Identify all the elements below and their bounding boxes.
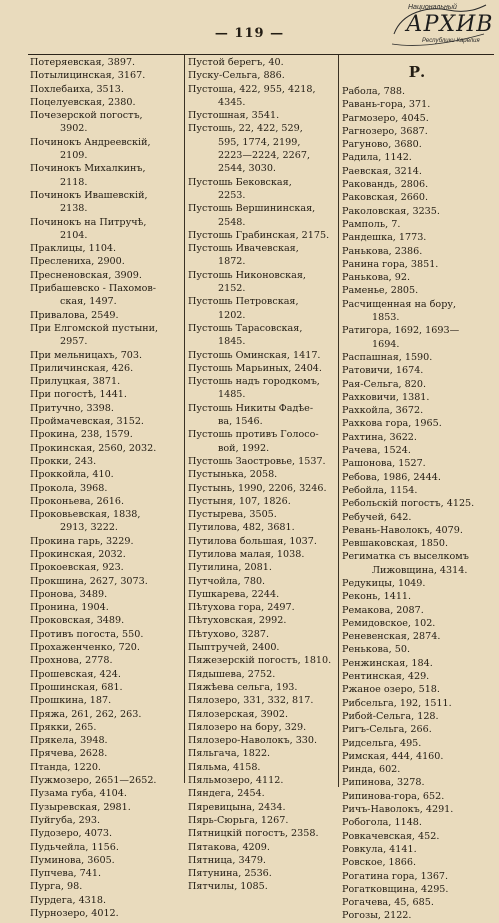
index-entry: Пяжезерскій погостъ, 1810. (188, 655, 332, 667)
index-entry: Пядышева, 2752. (188, 668, 276, 680)
index-entry: Ровское, 1866. (342, 857, 417, 869)
index-entry: Рибой-Сельга, 128. (342, 710, 439, 722)
index-entry: Прохаженченко, 720. (30, 642, 140, 654)
index-entry: Рахковичи, 1381. (342, 391, 430, 403)
index-entry: Прошинская, 681. (30, 681, 123, 693)
index-entry: Почезерской погостъ, (30, 110, 143, 122)
index-entry-continuation: 1845. (218, 336, 246, 348)
index-entry: Пустошь Заостровье, 1537. (188, 455, 326, 467)
index-entry-continuation: 4345. (218, 96, 246, 108)
index-entry: Пустошь надъ городкомъ, (188, 376, 320, 388)
index-entry: Ренькова, 50. (342, 644, 410, 656)
index-entry: Путилина, 2081. (188, 562, 272, 574)
index-entry: Пустошь Никоновская, (188, 269, 306, 281)
index-entry: Пятницкій погостъ, 2358. (188, 828, 319, 840)
index-entry: Пустошь Ивачевская, (188, 243, 299, 255)
index-entry: Пустошь Оминская, 1417. (188, 349, 321, 361)
index-entry: Ратовичи, 1674. (342, 365, 424, 377)
index-entry: Пуминова, 3605. (30, 854, 115, 866)
logo-bottom-text: Республики Карелия (422, 38, 480, 44)
index-entry: Поцелуевская, 2380. (30, 96, 136, 108)
index-entry: Прокинская, 2032. (30, 548, 126, 560)
index-entry: Ржаное озеро, 518. (342, 684, 440, 696)
index-entry: Рагуново, 3680. (342, 139, 422, 151)
index-entry-continuation: 2118. (60, 176, 88, 188)
index-entry: Рогатина гора, 1367. (342, 870, 449, 882)
index-entry-continuation: 1202. (218, 309, 246, 321)
index-entry: Починокъ Андреевскій, (30, 136, 151, 148)
index-entry: Пяжѣева сельга, 193. (188, 681, 298, 693)
index-entry-continuation: 2104. (60, 229, 88, 241)
index-entry: Рахкойла, 3672. (342, 405, 424, 417)
index-entry: Редукицы, 1049. (342, 577, 426, 589)
index-entry: Раевская, 3214. (342, 165, 422, 177)
index-entry: Пустошь Вершининская, (188, 203, 316, 215)
index-entry: Пятунина, 2536. (188, 868, 272, 880)
index-entry: Радила, 1142. (342, 152, 412, 164)
index-entry: Пурдега, 4318. (30, 894, 107, 906)
index-entry-continuation: вой, 1992. (218, 442, 270, 454)
index-entry: Прокоевская, 923. (30, 562, 124, 574)
index-entry: Ранькова, 2386. (342, 245, 423, 257)
index-entry: Пустоша, 422, 955, 4218, (188, 83, 316, 95)
index-entry: Пѣтухово, 3287. (188, 628, 270, 640)
index-entry: Проковьевская, 1838, (30, 509, 141, 521)
index-entry: Прячева, 2628. (30, 748, 108, 760)
index-entry: Пудьчейла, 1156. (30, 841, 119, 853)
index-entry: Пурга, 98. (30, 881, 83, 893)
index-entry: Раколовская, 3235. (342, 205, 440, 217)
index-entry: Проккойла, 410. (30, 469, 114, 481)
index-entry-continuation: Лижовщина, 4314. (372, 564, 468, 576)
index-entry: Расчищенная на бору, (342, 298, 457, 310)
index-entry: Ридсельга, 495. (342, 737, 422, 749)
index-entry: Пустынь, 1990, 2206, 3246. (188, 482, 327, 494)
index-entry: Ригъ-Сельга, 266. (342, 724, 432, 736)
index-entry: Путчойла, 780. (188, 575, 266, 587)
index-entry: Пустошь Петровская, (188, 296, 299, 308)
index-entry-continuation: 2913, 3222. (60, 522, 118, 534)
index-entry: Пустошь Тарасовская, (188, 322, 303, 334)
index-entry: Пудозеро, 4073. (30, 828, 113, 840)
index-entry: Путилова, 482, 3681. (188, 522, 295, 534)
index-entry: Ребольскій погостъ, 4125. (342, 498, 475, 510)
index-entry: Пяндега, 2454. (188, 788, 265, 800)
index-entry: Прибашевско - Пахомов- (30, 283, 157, 295)
index-entry: Починокъ на Питручѣ, (30, 216, 147, 228)
index-entry: Пустошь Грабинская, 2175. (188, 229, 330, 241)
index-entry: Рая-Сельга, 820. (342, 378, 427, 390)
index-entry: Ремакова, 2087. (342, 604, 424, 616)
index-entry: Пустошь, 22, 422, 529, (188, 123, 303, 135)
index-entry: Прошкина, 187. (30, 695, 112, 707)
column-divider (338, 55, 339, 787)
index-entry: Рибсельга, 192, 1511. (342, 697, 452, 709)
index-entry: Прокола, 3968. (30, 482, 108, 494)
index-entry: Починокъ Михалкинъ, (30, 163, 146, 175)
index-entry-continuation: 595, 1774, 2199, (218, 136, 301, 148)
index-entry: Робогола, 1148. (342, 817, 422, 829)
index-entry: Пузама губа, 4104. (30, 788, 127, 800)
index-entry: Путилова малая, 1038. (188, 548, 305, 560)
archive-logo (388, 4, 494, 56)
index-entry: Пуску-Сельга, 886. (188, 70, 285, 82)
index-entry: Пятакова, 4209. (188, 841, 270, 853)
index-entry: Пятница, 3479. (188, 854, 266, 866)
index-entry: Реконь, 1411. (342, 591, 412, 603)
index-entry: Рагнозеро, 3687. (342, 125, 428, 137)
index-entry: Потеряевская, 3897. (30, 57, 136, 68)
index-entry: Раковандь, 2806. (342, 179, 429, 191)
index-entry: При Елгомской пустыни, (30, 322, 159, 334)
index-entry: Реневенская, 2874. (342, 631, 441, 643)
index-entry: Прокинская, 2560, 2032. (30, 442, 157, 454)
index-entry: Пупчева, 741. (30, 868, 102, 880)
index-entry: Ринда, 602. (342, 764, 401, 776)
index-entry: Проконьева, 2616. (30, 495, 125, 507)
index-entry: Рентинская, 429. (342, 671, 430, 683)
index-entry: Пялозеро на бору, 329. (188, 721, 307, 733)
index-entry: Пустошная, 3541. (188, 110, 280, 122)
index-entry: Пронина, 1904. (30, 602, 109, 614)
index-entry-continuation: ва, 1546. (218, 416, 263, 428)
index-entry: Ранькова, 92. (342, 272, 411, 284)
index-entry: Пустыня, 107, 1826. (188, 495, 291, 507)
index-entry: Ровкачевская, 452. (342, 830, 440, 842)
index-entry-continuation: 2138. (60, 203, 88, 215)
index-entry: Пузыревская, 2981. (30, 801, 131, 813)
index-entry-continuation: 1694. (372, 338, 400, 350)
index-column-2 (188, 56, 336, 894)
index-entry: Пужмозеро, 2651—2652. (30, 775, 157, 787)
index-entry: Рабола, 788. (342, 86, 406, 97)
index-entry: Проймачевская, 3152. (30, 416, 144, 428)
index-entry: Пустошь Бековская, (188, 176, 292, 188)
index-entry: Ремидовское, 102. (342, 617, 436, 629)
index-entry: Пялозеро-Наволокъ, 330. (188, 735, 318, 747)
index-entry: Ребова, 1986, 2444. (342, 471, 441, 483)
index-entry: Пярь-Сюрьга, 1267. (188, 814, 289, 826)
index-entry: Праклицы, 1104. (30, 243, 117, 255)
logo-main-text: АРХИВ (406, 12, 494, 37)
index-entry: Пресненовская, 3909. (30, 269, 142, 281)
logo-top-text: Национальный (408, 4, 457, 11)
index-entry: Ребойла, 1154. (342, 484, 418, 496)
index-entry: Приличинская, 426. (30, 362, 134, 374)
index-entry: Прокки, 243. (30, 455, 97, 467)
index-entry: Пронова, 3489. (30, 588, 108, 600)
index-entry: Пяревицына, 2434. (188, 801, 286, 813)
index-entry-continuation: 2109. (60, 150, 88, 162)
index-entry: Потылицинская, 3167. (30, 70, 146, 82)
index-entry-continuation: 1485. (218, 389, 246, 401)
index-entry: Рачева, 1524. (342, 445, 411, 457)
section-letter-heading: Р. (408, 63, 426, 81)
index-entry: Пурнозеро, 4012. (30, 908, 119, 919)
column-divider (184, 55, 185, 783)
index-entry: При мельницахъ, 703. (30, 349, 143, 361)
index-entry: Пялозерская, 3902. (188, 708, 289, 720)
index-entry: Ревшаковская, 1850. (342, 538, 449, 550)
index-entry: Преслениха, 2900. (30, 256, 125, 268)
index-entry: Противъ погоста, 550. (30, 628, 144, 640)
index-entry-continuation: 2253. (218, 189, 246, 201)
index-entry: Рахтина, 3622. (342, 431, 417, 443)
index-entry-continuation: 2544, 3030. (218, 163, 276, 175)
index-entry: Притучно, 3398. (30, 402, 114, 414)
index-entry: Рашонова, 1527. (342, 458, 426, 470)
index-entry: Пустошь Никиты Фадѣе- (188, 402, 314, 414)
index-entry: Похлебаиха, 3513. (30, 83, 124, 95)
header-rule (28, 54, 494, 55)
index-column-1 (30, 56, 182, 920)
index-entry: Привалова, 2549. (30, 309, 119, 321)
index-entry: Раковская, 2660. (342, 192, 429, 204)
index-entry: Ревань-Наволокъ, 4079. (342, 524, 463, 536)
index-entry: Рахкова гора, 1965. (342, 418, 442, 430)
index-entry: Прякела, 3948. (30, 735, 108, 747)
index-entry: Пустошь Марьиных, 2404. (188, 362, 322, 374)
index-entry: Пѣтуховская, 2992. (188, 615, 287, 627)
index-entry: Пустошь противъ Голосо- (188, 429, 319, 441)
index-entry: Пыптручей, 2400. (188, 642, 280, 654)
index-entry: Прошевская, 424. (30, 668, 121, 680)
index-entry: Прокина гарь, 3229. (30, 535, 134, 547)
index-entry: Пушкарева, 2244. (188, 588, 280, 600)
index-entry: Путилова большая, 1037. (188, 535, 317, 547)
index-entry: Пустой берегъ, 40. (188, 57, 284, 68)
index-entry: Рогатковщина, 4295. (342, 883, 449, 895)
index-entry: Прилуцкая, 3871. (30, 376, 121, 388)
index-entry: Ровкула, 4141. (342, 843, 417, 855)
index-entry: Римская, 444, 4160. (342, 750, 444, 762)
index-entry: Прокина, 238, 1579. (30, 429, 133, 441)
index-entry: Рандешка, 1773. (342, 232, 427, 244)
index-entry: Раменье, 2805. (342, 285, 419, 297)
index-entry-continuation: 3902. (60, 123, 88, 135)
index-entry: Рагмозеро, 4045. (342, 112, 429, 124)
index-entry-continuation: ская, 1497. (60, 296, 117, 308)
index-entry: Рогачева, 45, 685. (342, 897, 434, 909)
index-entry: Ренжинская, 184. (342, 657, 433, 669)
index-entry: Проковская, 3489. (30, 615, 125, 627)
index-entry: Пялозеро, 331, 332, 817. (188, 695, 314, 707)
index-entry: Ричъ-Наволокъ, 4291. (342, 804, 454, 816)
index-entry: Прокшина, 2627, 3073. (30, 575, 148, 587)
index-entry: Рипинова-гора, 652. (342, 790, 445, 802)
index-entry-continuation: 2152. (218, 283, 246, 295)
index-entry: Равань-гора, 371. (342, 99, 431, 111)
index-entry-continuation: 2223—2224, 2267, (218, 150, 310, 162)
index-entry-continuation: 2957. (60, 336, 88, 348)
index-entry-continuation: 2548. (218, 216, 246, 228)
index-entry: Прякки, 265. (30, 721, 97, 733)
index-column-3 (342, 56, 492, 923)
index-entry: Пятчилы, 1085. (188, 881, 268, 893)
index-entry: Пѣтухова гора, 2497. (188, 602, 295, 614)
index-entry: Пяльма, 4158. (188, 761, 261, 773)
index-entry: Распашная, 1590. (342, 351, 433, 363)
index-entry: Ребучей, 642. (342, 511, 412, 523)
index-entry: Рипинова, 3278. (342, 777, 425, 789)
index-entry: Ранина гора, 3851. (342, 258, 439, 270)
index-entry: Починокъ Ивашевскій, (30, 189, 148, 201)
index-entry: При погостѣ, 1441. (30, 389, 127, 401)
index-entry: Пряжа, 261, 262, 263. (30, 708, 142, 720)
index-entry-continuation: 1853. (372, 312, 400, 324)
index-entry: Пустырева, 3505. (188, 509, 277, 521)
index-entry: Рогозы, 2122. (342, 910, 412, 922)
index-entry: Прохнова, 2778. (30, 655, 113, 667)
index-entry: Рамполь, 7. (342, 218, 401, 230)
index-entry: Ратигора, 1692, 1693— (342, 325, 460, 337)
index-entry: Птанда, 1220. (30, 761, 101, 773)
index-entry: Пяльгача, 1822. (188, 748, 271, 760)
index-entry: Региматка съ выселкомъ (342, 551, 469, 563)
page-number: — 119 — (214, 26, 285, 41)
index-entry-continuation: 1872. (218, 256, 246, 268)
index-entry: Пуйгуба, 293. (30, 814, 101, 826)
index-entry: Пяльмозеро, 4112. (188, 775, 284, 787)
index-entry: Пустынька, 2058. (188, 469, 278, 481)
